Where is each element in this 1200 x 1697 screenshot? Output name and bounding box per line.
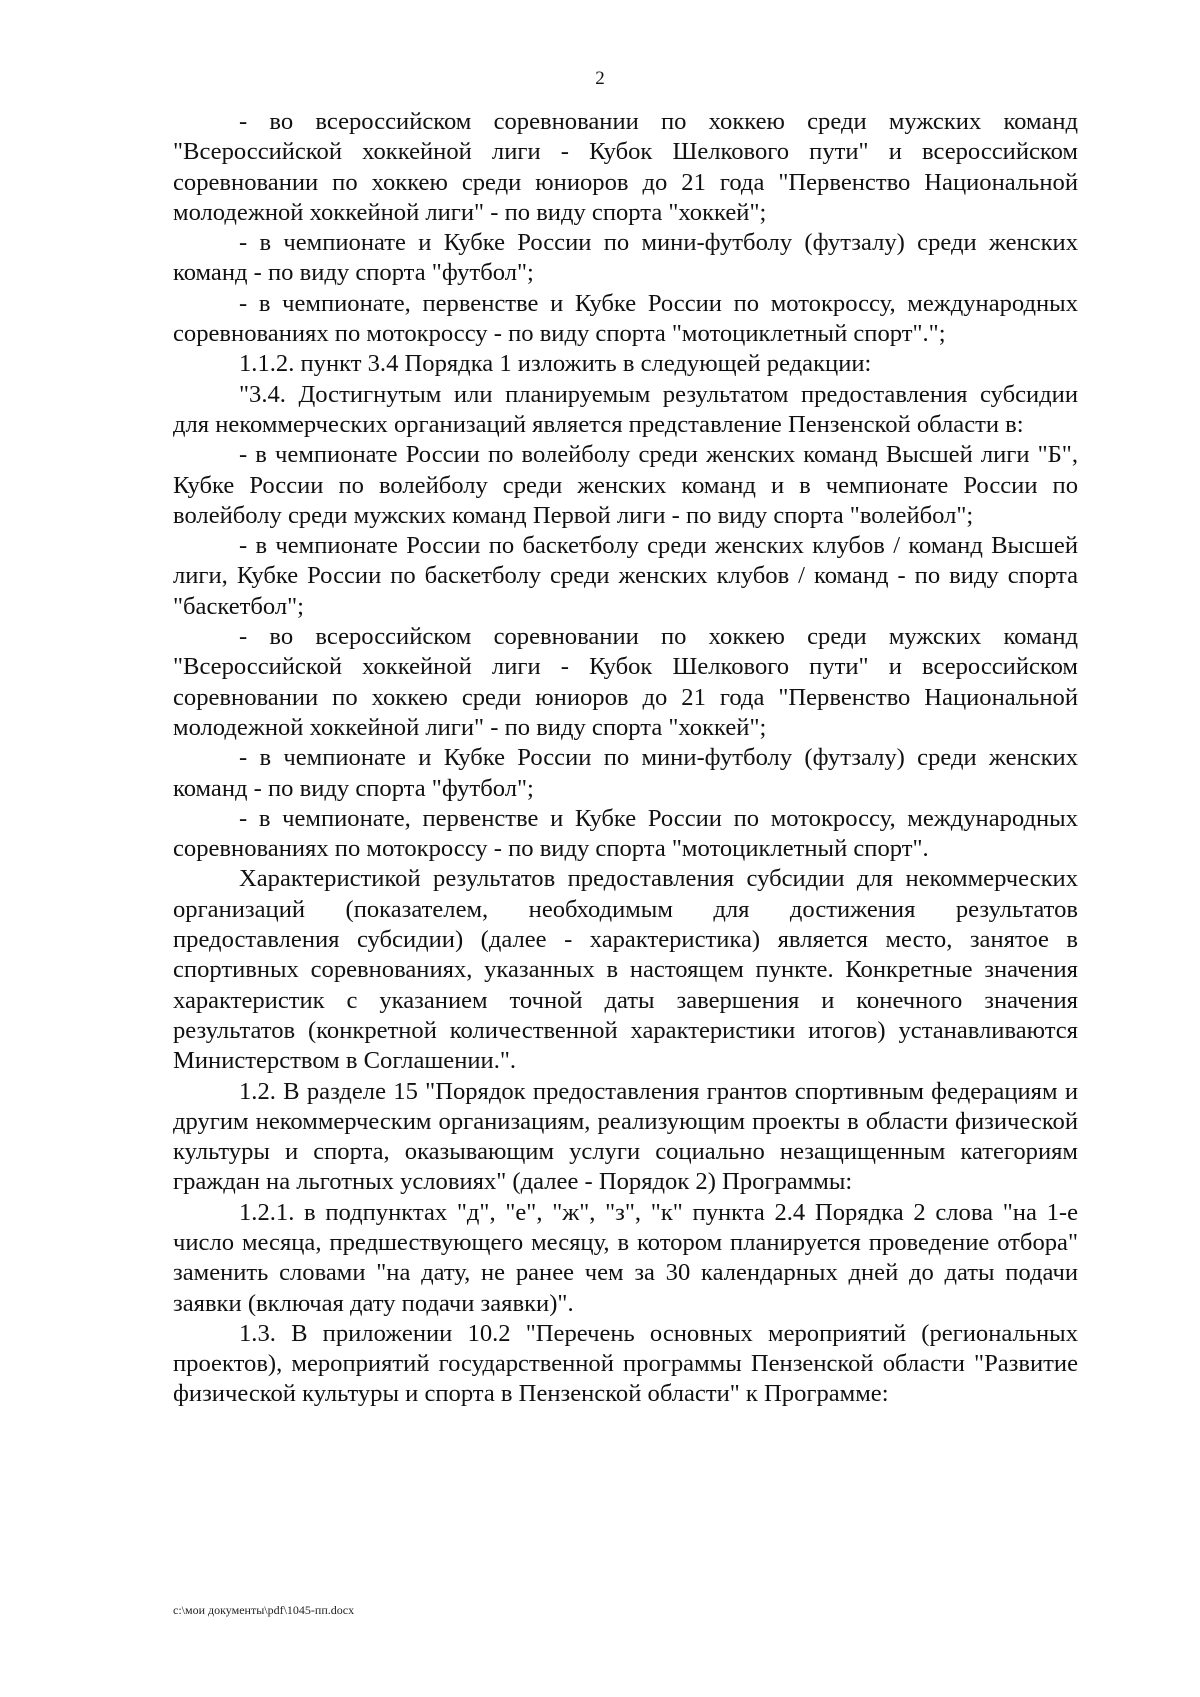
paragraph-characteristic: Характеристикой результатов предоставления субсидии для некоммерческих организаций (показателем, необходимым для достижения результатов предоставления субсидии) (далее - характеристика) является место, занятое в спортивных соревнованиях, указанных в настоящем пункте. Конкретные значения характеристик с указанием точной даты завершения и конечного значения результатов (конкретной количественной характеристики итогов) устанавливаются Министерством в Соглашении.". bbox=[173, 865, 1078, 1075]
paragraph-clause-1-2-1: 1.2.1. в подпунктах "д", "е", "ж", "з", "к" пункта 2.4 Порядка 2 слова "на 1-е число месяца, предшествующего месяцу, в котором планируется проведение отбора" заменить словами "на дату, не ранее чем за 30 календарных дней до даты подачи заявки (включая дату подачи заявки)". bbox=[173, 1198, 1078, 1317]
paragraph-hockey-1: - во всероссийском соревновании по хоккею среди мужских команд "Всероссийской хоккейной лиги - Кубок Шелкового пути" и всероссийском соревновании по хоккею среди юниоров до 21 года "Первенство Национальной молодежной хоккейной лиги" - по виду спорта "хоккей"; bbox=[173, 108, 1078, 226]
paragraph-motocross-1: - в чемпионате, первенстве и Кубке России по мотокроссу, международных соревнованиях по мотокроссу - по виду спорта "мотоциклетный спорт"."; bbox=[173, 289, 1078, 348]
paragraph-futsal-1: - в чемпионате и Кубке России по мини-футболу (футзалу) среди женских команд - по виду спорта "футбол"; bbox=[173, 229, 1078, 287]
paragraph-clause-1-3: 1.3. В приложении 10.2 "Перечень основных мероприятий (региональных проектов), мероприятий государственной программы Пензенской области "Развитие физической культуры и спорта в Пензенской области" к Программе: bbox=[173, 1319, 1078, 1408]
paragraph-motocross-2: - в чемпионате, первенстве и Кубке России по мотокроссу, международных соревнованиях по мотокроссу - по виду спорта "мотоциклетный спорт". bbox=[173, 804, 1078, 863]
document-body bbox=[173, 107, 1078, 1410]
page-number: 2 bbox=[595, 68, 605, 89]
paragraph-hockey-2: - во всероссийском соревновании по хоккею среди мужских команд "Всероссийской хоккейной лиги - Кубок Шелкового пути" и всероссийском соревновании по хоккею среди юниоров до 21 года "Первенство Национальной молодежной хоккейной лиги" - по виду спорта "хоккей"; bbox=[173, 623, 1078, 741]
footer-file-path: c:\мои документы\pdf\1045-пп.docx bbox=[173, 1603, 355, 1617]
paragraph-futsal-2: - в чемпионате и Кубке России по мини-футболу (футзалу) среди женских команд - по виду спорта "футбол"; bbox=[173, 744, 1078, 802]
paragraph-basketball: - в чемпионате России по баскетболу среди женских клубов / команд Высшей лиги, Кубке России по баскетболу среди женских клубов / команд - по виду спорта "баскетбол"; bbox=[173, 532, 1078, 620]
paragraph-clause-1-2: 1.2. В разделе 15 "Порядок предоставления грантов спортивным федерациям и другим некоммерческим организациям, реализующим проекты в области физической культуры и спорта, оказывающим услуги социально незащищенным категориям граждан на льготных условиях" (далее - Порядок 2) Программы: bbox=[173, 1077, 1078, 1196]
paragraph-clause-3-4: "3.4. Достигнутым или планируемым результатом предоставления субсидии для некоммерческих организаций является представление Пензенской области в: bbox=[173, 380, 1078, 438]
paragraph-clause-1-1-2: 1.1.2. пункт 3.4 Порядка 1 изложить в следующей редакции: bbox=[239, 350, 872, 378]
paragraph-volleyball: - в чемпионате России по волейболу среди женских команд Высшей лиги "Б", Кубке России по волейболу среди женских команд и в чемпионате России по волейболу среди мужских команд Первой лиги - по виду спорта "волейбол"; bbox=[173, 441, 1078, 529]
